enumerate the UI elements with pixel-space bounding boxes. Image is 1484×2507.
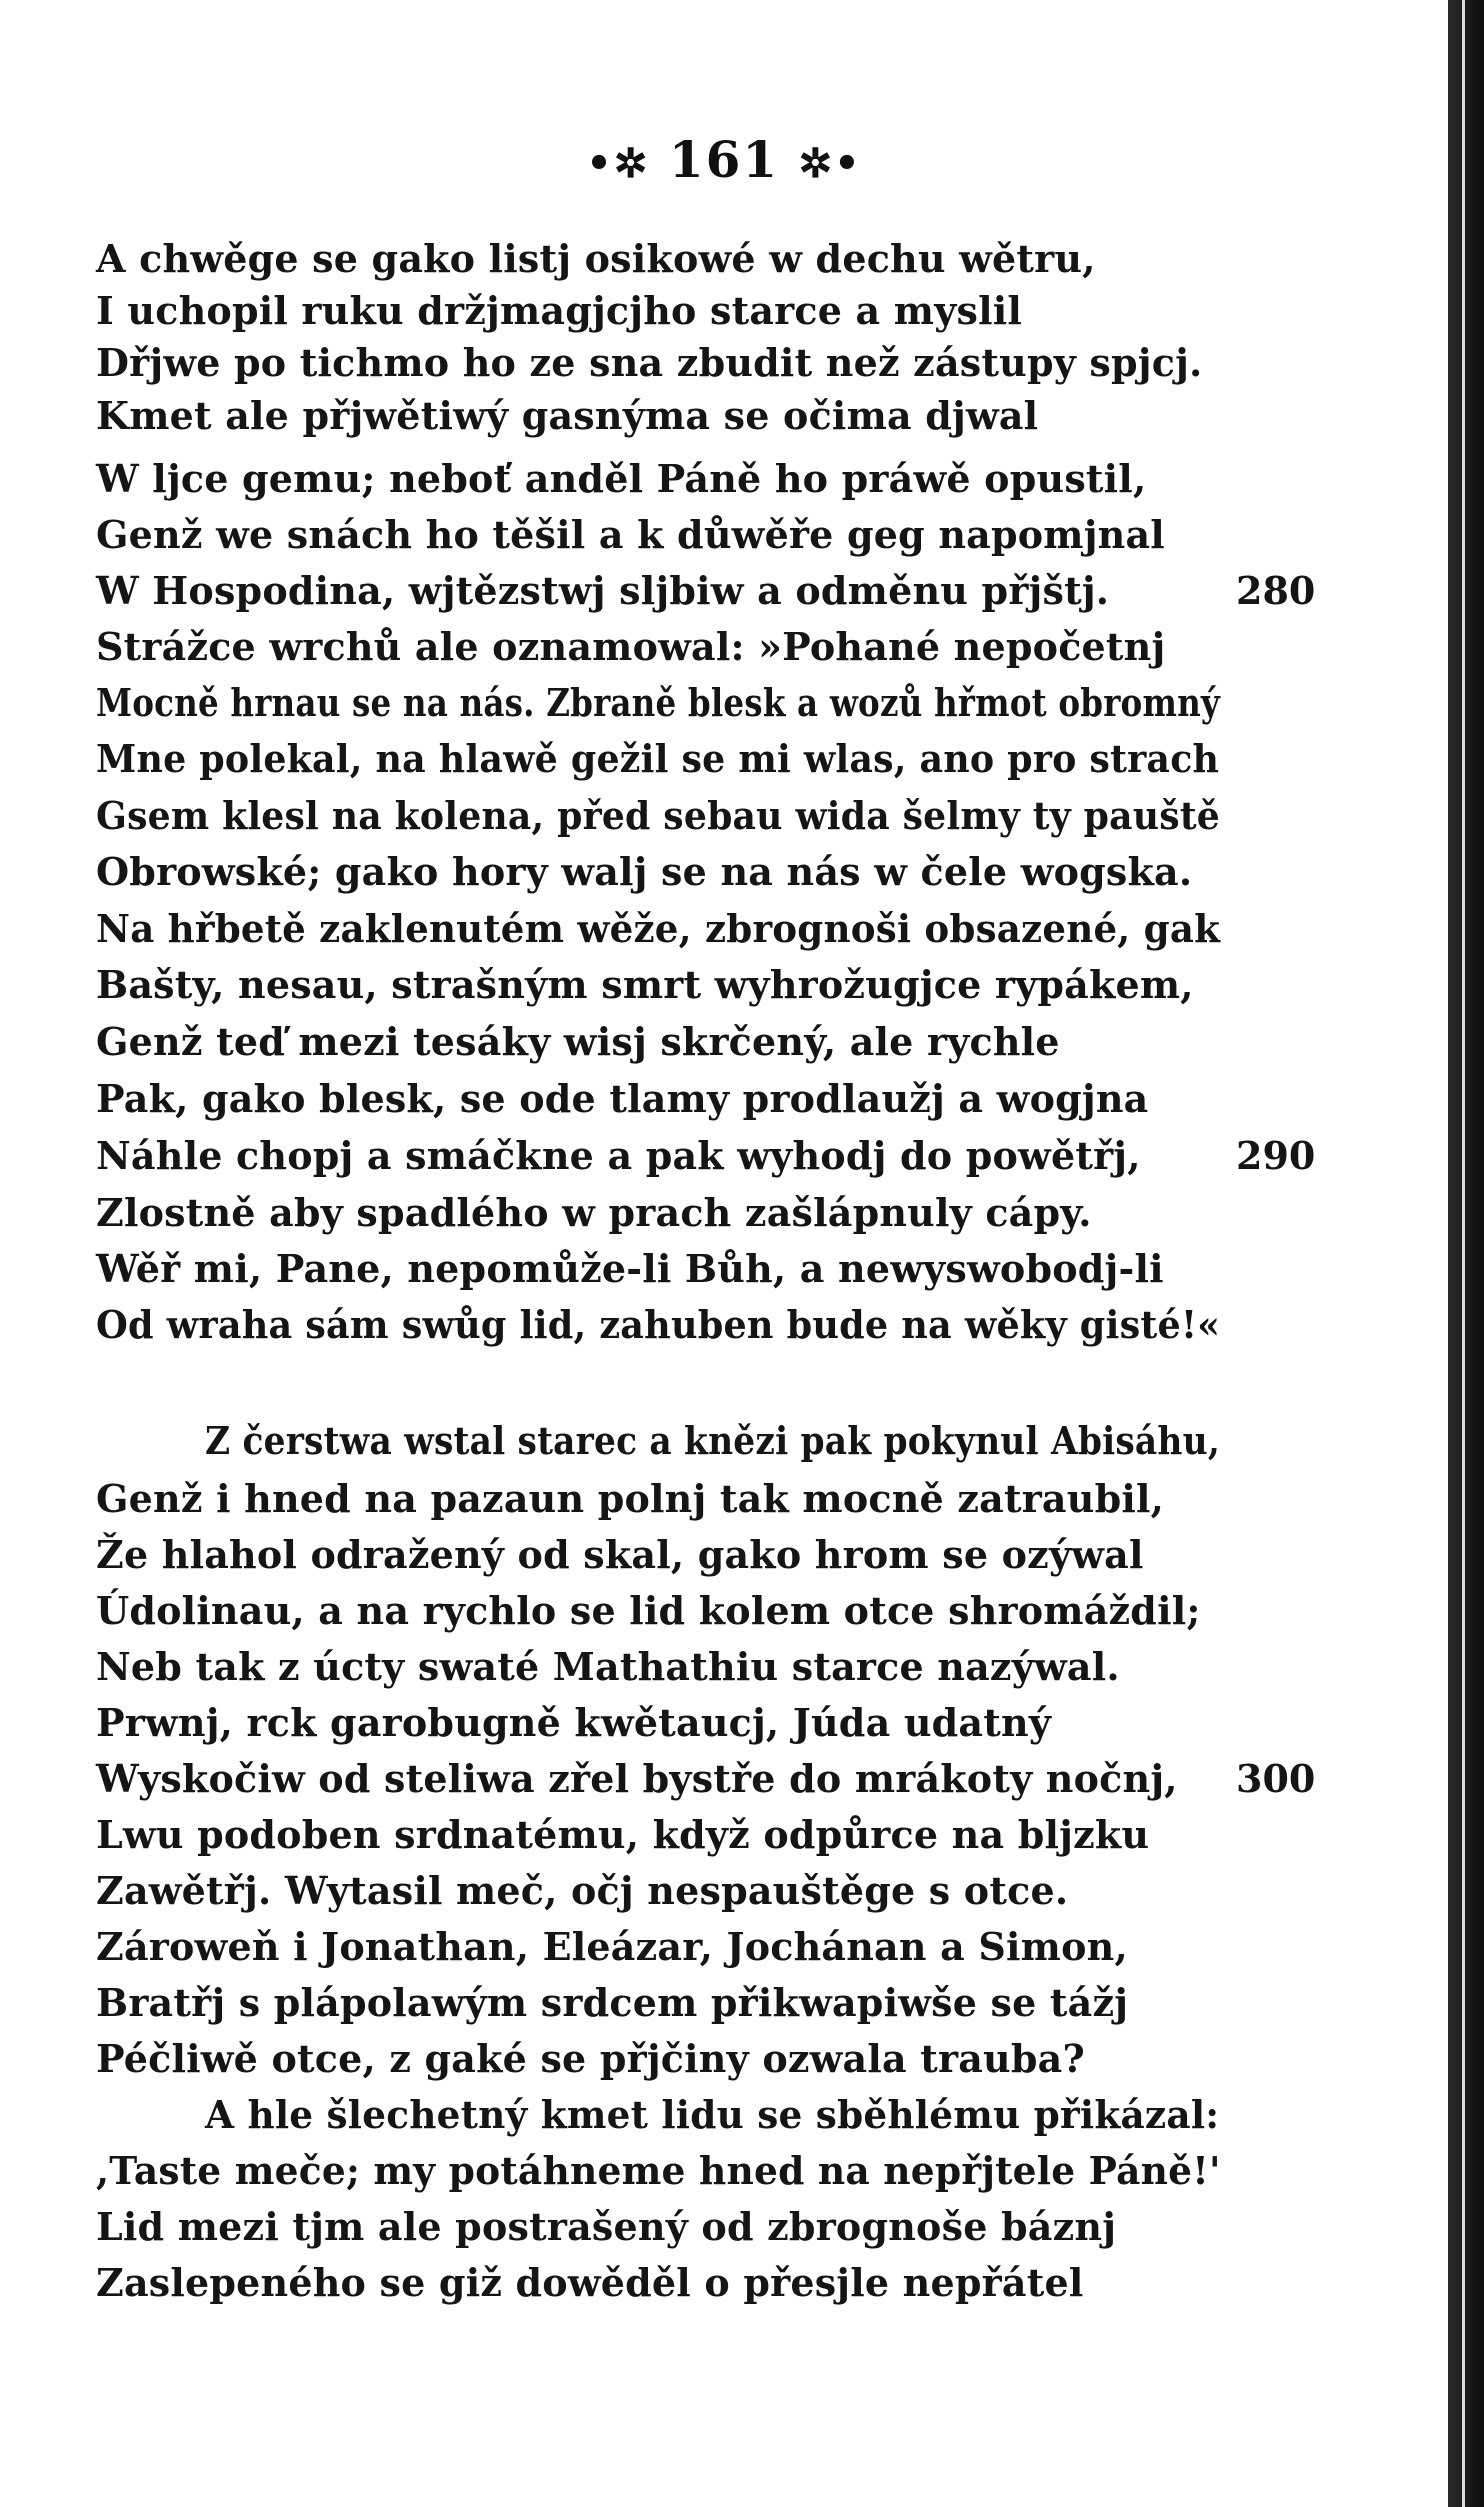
verse-line: Kmet ale přjwětiwý gasnýma se očima djwal <box>96 393 1039 438</box>
verse-line: Lid mezi tjm ale postrašený od zbrognoše báznj <box>96 2204 1117 2249</box>
line-number: 280 <box>1236 568 1316 613</box>
verse-line: Zlostně aby spadlého w prach zašlápnuly cápy. <box>96 1190 1092 1235</box>
verse-line: W ljce gemu; neboť anděl Páně ho práwě opustil, <box>96 456 1147 501</box>
verse-line: Wěř mi, Pane, nepomůže-li Bůh, a newyswobodj-li <box>96 1246 1164 1291</box>
verse-line: Zaslepeného se giž dowěděl o přesjle nepřátel <box>96 2260 1084 2305</box>
verse-line: Obrowské; gako hory walj se na nás w čele wogska. <box>96 849 1193 894</box>
verse-line: Z čerstwa wstal starec a knězi pak pokynul Abisáhu, <box>205 1418 1221 1463</box>
verse-line: I uchopil ruku držjmagjcjho starce a myslil <box>96 288 1022 333</box>
verse-line: Od wraha sám swůg lid, zahuben bude na wěky gisté!« <box>96 1302 1221 1347</box>
verse-line: A hle šlechetný kmet lidu se sběhlému přikázal: <box>205 2092 1220 2137</box>
book-spine <box>1448 0 1484 2507</box>
page-number: 161 <box>668 130 780 189</box>
verse-line: Mocně hrnau se na nás. Zbraně blesk a wozů hřmot obromný <box>96 680 1221 725</box>
verse-line: Že hlahol odražený od skal, gako hrom se ozýwal <box>96 1532 1144 1577</box>
verse-line: Genž teď mezi tesáky wisj skrčený, ale rychle <box>96 1019 1060 1064</box>
verse-line: Mne polekal, na hlawě gežil se mi wlas, ano pro strach <box>96 736 1220 781</box>
ornament-right-icon: ✲• <box>798 140 862 187</box>
verse-line: ,Taste meče; my potáhneme hned na nepřjtele Páně!' <box>96 2148 1221 2193</box>
verse-line: Neb tak z úcty swaté Mathathiu starce nazýwal. <box>96 1644 1120 1689</box>
verse-line: Genž i hned na pazaun polnj tak mocně zatraubil, <box>96 1476 1165 1521</box>
verse-line: Strážce wrchů ale oznamowal: »Pohané nepočetnj <box>96 624 1166 669</box>
verse-line: Náhle chopj a smáčkne a pak wyhodj do powětřj, <box>96 1133 1141 1178</box>
verse-line: Pak, gako blesk, se ode tlamy prodlaužj a wogjna <box>96 1076 1149 1121</box>
verse-line: Gsem klesl na kolena, před sebau wida šelmy ty pauště <box>96 793 1220 838</box>
ornament-left-icon: •✲ <box>586 140 650 187</box>
spine-edge-line <box>1462 0 1465 2507</box>
verse-line: W Hospodina, wjtězstwj sljbiw a odměnu přjštj. <box>96 568 1110 613</box>
verse-line: Wyskočiw od steliwa zřel bystře do mrákoty nočnj, <box>96 1756 1178 1801</box>
verse-line: Péčliwě otce, z gaké se přjčiny ozwala trauba? <box>96 2036 1085 2081</box>
verse-line: Údolinau, a na rychlo se lid kolem otce shromáždil; <box>96 1588 1201 1633</box>
verse-line: Bratřj s plápolawým srdcem přikwapiwše se tážj <box>96 1980 1129 2025</box>
verse-line: Zároweň i Jonathan, Eleázar, Jochánan a Simon, <box>96 1924 1128 1969</box>
line-number: 290 <box>1236 1133 1316 1178</box>
verse-line: Prwnj, rck garobugně kwětaucj, Júda udatný <box>96 1700 1052 1745</box>
line-number: 300 <box>1236 1756 1316 1801</box>
verse-line: A chwěge se gako listj osikowé w dechu wětru, <box>96 236 1096 281</box>
page-header <box>0 130 1448 189</box>
verse-line: Dřjwe po tichmo ho ze sna zbudit než zástupy spjcj. <box>96 340 1203 385</box>
verse-line: Zawětřj. Wytasil meč, očj nespauštěge s otce. <box>96 1868 1069 1913</box>
verse-line: Lwu podoben srdnatému, když odpůrce na bljzku <box>96 1812 1150 1857</box>
verse-line: Genž we snách ho těšil a k důwěře geg napomjnal <box>96 512 1165 557</box>
verse-line: Bašty, nesau, strašným smrt wyhrožugjce rypákem, <box>96 962 1194 1007</box>
verse-line: Na hřbetě zaklenutém wěže, zbrognoši obsazené, gak <box>96 906 1221 951</box>
